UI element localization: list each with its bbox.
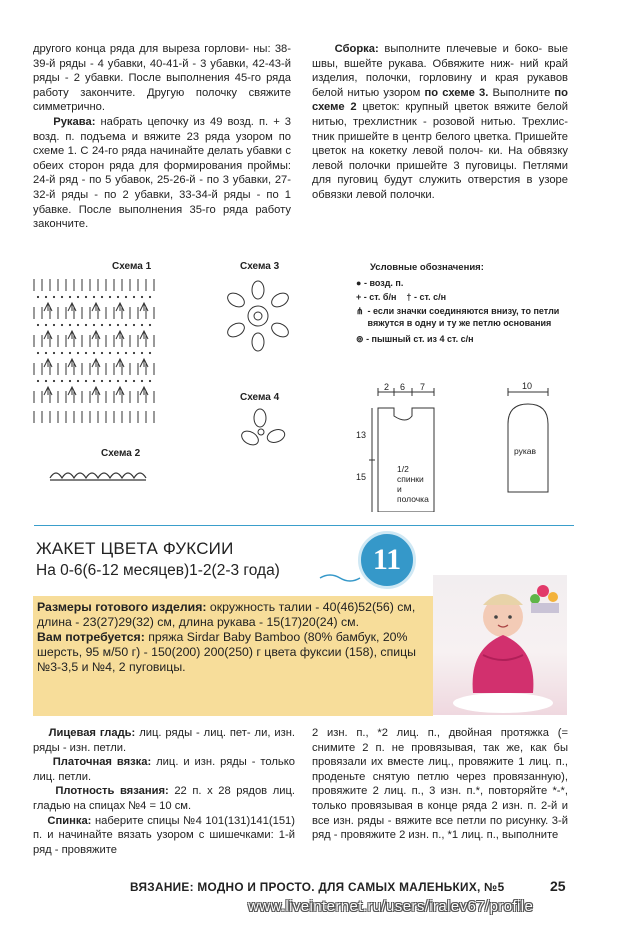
- article-number-badge: 11: [358, 531, 416, 589]
- legend-text-4: - пышный ст. из 4 ст. с/н: [366, 334, 474, 344]
- rukava-paragraph: [33, 115, 291, 232]
- baby-photo: [433, 575, 567, 715]
- scheme-1-label: Схема 1: [112, 261, 152, 272]
- top-left-column: [33, 42, 291, 232]
- dc-icon: †: [406, 292, 412, 302]
- dim-2: 2: [384, 382, 390, 392]
- need-paragraph: [37, 630, 427, 675]
- rukava-label: Рукава:: [53, 115, 96, 128]
- sborka-paragraph: [312, 42, 568, 203]
- watermark-url: www.liveinternet.ru/users/iralev67/profile: [248, 898, 534, 915]
- back-instructions: [33, 814, 295, 858]
- scheme-2-label: Схема 2: [101, 448, 141, 459]
- sizes-label: Размеры готового изделия:: [37, 600, 207, 614]
- dim-10: 10: [522, 381, 533, 391]
- magazine-footer: ВЯЗАНИЕ: МОДНО И ПРОСТО. ДЛЯ САМЫХ МАЛЕНЬКИХ, №5: [130, 880, 505, 894]
- scheme-3-diagram: [218, 276, 298, 356]
- puff-stitch-icon: ⊚: [356, 334, 364, 344]
- sc-icon: +: [356, 292, 362, 302]
- scheme-1-diagram: [30, 275, 162, 433]
- baby-in-fuchsia-jacket-image: [433, 575, 567, 715]
- half-text: 1/2: [397, 464, 409, 474]
- sborka-text-2: Выполните: [492, 86, 551, 99]
- dim-7: 7: [420, 382, 426, 392]
- gauge: [33, 784, 295, 813]
- legend-text-1: - возд. п.: [363, 278, 404, 288]
- face-stitch-label: Лицевая гладь:: [48, 727, 136, 739]
- garter-stitch-text: лиц. и изн. ряды - только лиц. петли.: [33, 756, 295, 783]
- dim-6: 6: [400, 382, 406, 392]
- sborka-label: Сборка:: [334, 43, 379, 55]
- half-label: [397, 464, 429, 504]
- legend-text-3: - если значки соединяются внизу, то петли вяжутся в одну и ту же петлю основания: [367, 306, 560, 328]
- gauge-label: Плотность вязания:: [55, 785, 169, 798]
- sborka-bold-1: по схеме 3.: [424, 86, 489, 99]
- fan-icon: ⋔: [356, 306, 364, 316]
- legend-title: Условные обозначения:: [370, 262, 484, 273]
- article-subtitle: На 0-6(6-12 месяцев)1-2(2-3 года): [36, 562, 280, 579]
- face-stitch: [33, 726, 295, 755]
- and-text: и: [397, 484, 402, 494]
- rukava-text: набрать цепочку из 49 возд. п. + 3 возд. п. подъема и вяжите 23 ряда узором по схеме 1. С 24-го ряда начинайте делать убавки с обеих сторон ряда для формирования проймы: 24-й ряд - по 5 убавок, 25-26-й - по 3 убавки, 27-32-й ряды - по 2 убавки, 33-34-й ряды - по 1 убавке. После выполнения 35-го ряда работу закончите.: [33, 115, 292, 231]
- back-text: наберите спицы №4 101(131)141(151) п. и начинайте вязать узором с шишечками: 1-й ряд - провяжите: [33, 814, 295, 856]
- dim-15: 15: [356, 472, 367, 482]
- garter-stitch-label: Платочная вязка:: [52, 756, 152, 769]
- legend-text-2b: - ст. с/н: [413, 292, 447, 302]
- pattern-front-back: [350, 382, 450, 512]
- decor-swirl: [318, 570, 362, 586]
- garter-stitch: [33, 755, 295, 784]
- legend-text-2a: - ст. б/н: [363, 292, 397, 302]
- need-label: Вам потребуется:: [37, 630, 145, 644]
- bottom-right-column: [312, 726, 568, 843]
- legend: [356, 262, 570, 345]
- scheme-2-diagram: [48, 466, 152, 486]
- dim-13: 13: [356, 430, 367, 440]
- back-label: Спинка:: [47, 814, 92, 827]
- legend-row-4: [356, 333, 570, 345]
- scheme-3-label: Схема 3: [240, 261, 280, 272]
- scheme-4-diagram: [236, 404, 290, 452]
- article-title: ЖАКЕТ ЦВЕТА ФУКСИИ: [36, 539, 234, 558]
- sizes-paragraph: [37, 600, 427, 630]
- sborka-text-1: выполните плечевые и боко- вые швы, вшейте рукава. Обвяжите ниж- ний край изделия, полочки, горловину и края рукавов белой нитью узором: [312, 43, 569, 99]
- info-text: [37, 600, 427, 675]
- sleeve-label: рукав: [514, 446, 537, 456]
- section-divider: [34, 525, 574, 526]
- front-text: полочка: [397, 494, 429, 504]
- page-number: 25: [550, 878, 566, 894]
- back-text: спинки: [397, 474, 424, 484]
- need-text: пряжа Sirdar Baby Bamboo (80% бамбук, 20% шерсть, 95 м/50 г) - 150(200) 200(250) г цвета фуксии (158), спицы №3-3,5 и №4, 2 пуговицы.: [37, 630, 416, 674]
- air-loop-icon: ●: [356, 278, 362, 288]
- pattern-sleeve: [500, 382, 560, 502]
- face-stitch-text: лиц. ряды - лиц. пет- ли, изн. ряды - изн. петли.: [33, 727, 296, 754]
- sborka-text-3: цветок: крупный цветок вяжите белой нитью, трехлистник - розовой нитью. Трехлис- тник пришейте в центр белого цветка. Пришейте цветок на кокетку левой полоч- ки. На обвязку левой полочки пришейте 3 пуговицы. Петлями для пуговиц будут служить отверстия в узоре обвязки левой полочки.: [312, 101, 568, 201]
- top-right-column: [312, 42, 568, 203]
- pattern-instructions: 2 изн. п., *2 лиц. п., двойная протяжка (= снимите 2 п. не провязывая, так же, как бы провязали их вместе лиц., провяжите 1 лиц. п., проденьте снятую петлю через провязанную), провяжите 2 лиц. п., 3 изн. п.*, повторяйте *-*, только провязывая в конце ряда 2 изн. п. 2-й и все изн. ряды - вяжите все петли по рисунку. 3-й ряд - провяжите 2 изн. п., *1 лиц. п., выполните: [312, 727, 568, 842]
- legend-row-3: [356, 305, 570, 329]
- legend-row-1: [356, 277, 570, 289]
- gorlovina-paragraph: другого конца ряда для выреза горлови- ны: 38-39-й ряды - 4 убавки, 40-41-й - 3 убавки, 42-43-й ряды - 2 убавки. После выполнения 45-го ряда работу закончите. Другую полочку свяжите симметрично.: [33, 43, 291, 114]
- gauge-text: 22 п. х 28 рядов лиц. гладью на спицах №4 = 10 см.: [33, 785, 295, 812]
- scheme-4-label: Схема 4: [240, 392, 280, 403]
- sizes-text: окружность талии - 40(46)52(56) см, длина - 23(27)29(32) см, длина рукава - 15(17)20(24) см.: [37, 600, 416, 629]
- legend-row-2: [356, 291, 570, 303]
- sborka-bold-2: по схеме 2: [312, 86, 569, 114]
- bottom-left-column: [33, 726, 295, 857]
